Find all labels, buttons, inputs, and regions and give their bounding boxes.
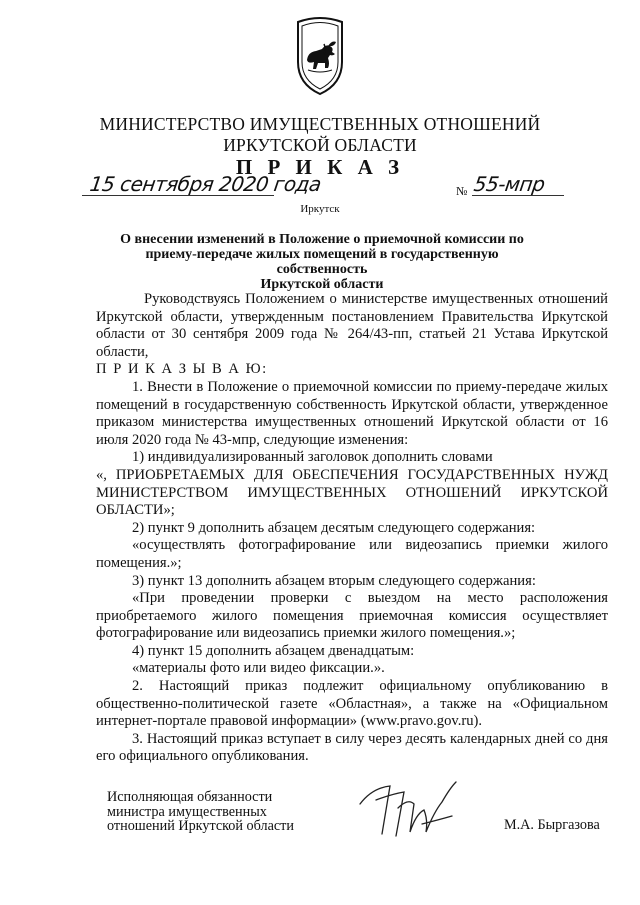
item-1-4-paragraph: 4) пункт 15 дополнить абзацем двенадцатым: — [132, 642, 415, 659]
signer-title-line1: Исполняющая обязанности — [107, 789, 273, 805]
number-underline — [472, 195, 564, 196]
item-1-3-paragraph: 3) пункт 13 дополнить абзацем вторым следующего содержания: — [132, 572, 536, 589]
subject-line2: приему-передаче жилых помещений в государственную собственность — [145, 247, 499, 277]
item-1-1-quote: «, ПРИОБРЕТАЕМЫХ ДЛЯ ОБЕСПЕЧЕНИЯ ГОСУДАРСТВЕННЫХ НУЖД МИНИСТЕРСТВОМ ИМУЩЕСТВЕННЫХ ОТНОШЕНИЙ ИРКУТСКОЙ ОБЛАСТИ»; — [96, 466, 608, 519]
signer-name: М.А. Быргазова — [504, 817, 600, 833]
item-1-1-paragraph: 1) индивидуализированный заголовок дополнить словами — [132, 449, 493, 466]
ministry-name-line1: МИНИСТЕРСТВО ИМУЩЕСТВЕННЫХ ОТНОШЕНИЙ — [99, 114, 541, 134]
handwritten-signature — [352, 774, 472, 846]
order-body — [96, 291, 608, 766]
order-subject — [120, 232, 524, 292]
signer-title-line2: министра имущественных — [107, 803, 267, 820]
item-3-paragraph: 3. Настоящий приказ вступает в силу через десять календарных дней со дня его официального опубликования. — [96, 730, 608, 765]
item-1-paragraph: 1. Внести в Положение о приемочной комиссии по приему-передаче жилых помещений в государственную собственность Иркутской области, утвержденное приказом министерства имущественных отношений Иркутской области от 16 июля 2020 года № 43-мпр, следующие изменения: — [96, 378, 608, 448]
order-date-handwritten: 15 сентября 2020 года — [88, 172, 323, 196]
signer-title — [107, 790, 294, 834]
ministry-name-line2: ИРКУТСКОЙ ОБЛАСТИ — [223, 135, 417, 155]
item-2-paragraph: 2. Настоящий приказ подлежит официальному опубликованию в общественно-политической газете «Областная», а также на «Официальном интернет-портале правовой информации» (www.pravo.gov.ru). — [96, 678, 608, 730]
item-1-4-quote: «материалы фото или видео фиксации.». — [132, 660, 385, 677]
irkutsk-coat-of-arms-icon — [288, 14, 352, 98]
document-type-title: П Р И К А З — [235, 155, 405, 179]
date-underline — [82, 195, 274, 196]
city-name: Иркутск — [300, 203, 340, 215]
signer-title-line3: отношений Иркутской области — [107, 818, 294, 834]
item-1-3-quote: «При проведении проверки с выездом на место расположения приобретаемого жилого помещения приемочная комиссия осуществляет фотографирование или видеозапись приемки жилого помещения.»; — [96, 590, 608, 642]
item-1-2-quote: «осуществлять фотографирование или видеозапись приемки жилого помещения.»; — [96, 537, 608, 571]
item-1-2-paragraph: 2) пункт 9 дополнить абзацем десятым следующего содержания: — [132, 519, 536, 536]
order-number-label: № — [456, 184, 468, 198]
preamble-paragraph: Руководствуясь Положением о министерстве имущественных отношений Иркутской области, утвержденным постановлением Правительства Иркутской области от 30 сентября 2009 года № 264/43-пп, статьей 21 Устава Иркутской области, — [96, 291, 608, 360]
decree-word: П Р И К А З Ы В А Ю: — [96, 361, 268, 378]
subject-line1: О внесении изменений в Положение о приемочной комиссии по — [120, 232, 524, 247]
order-number-handwritten: 55-мпр — [472, 172, 547, 196]
subject-line3: Иркутской области — [260, 277, 384, 292]
ministry-name — [0, 114, 640, 156]
